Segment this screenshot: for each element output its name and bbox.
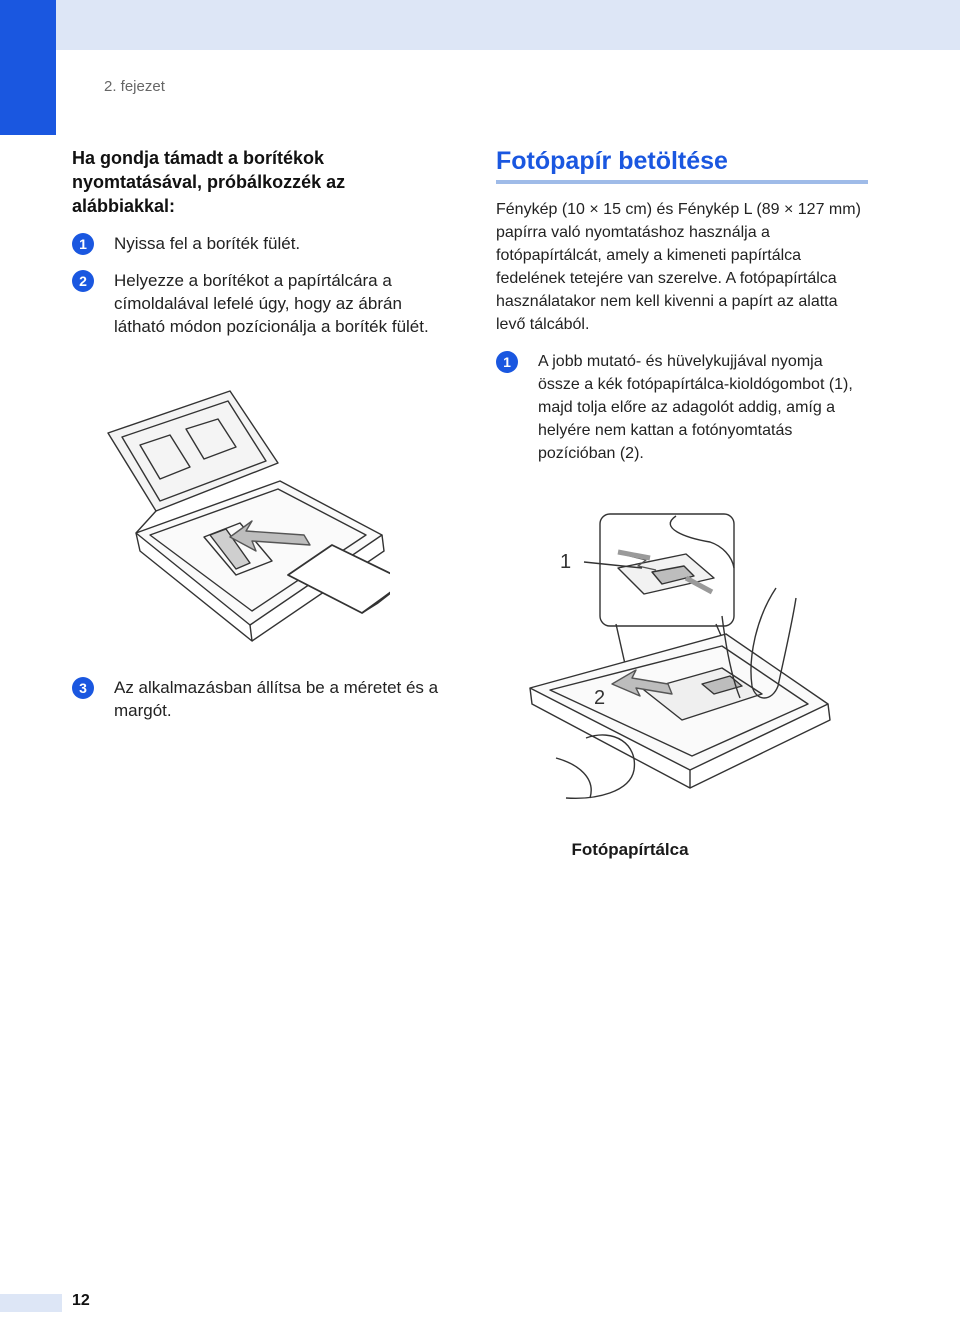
step-text: Nyissa fel a boríték fülét. bbox=[114, 234, 301, 253]
step-number-badge: 2 bbox=[72, 270, 94, 292]
step-item bbox=[72, 269, 442, 338]
callout-label-2: 2 bbox=[594, 687, 606, 709]
step-item bbox=[72, 232, 442, 255]
chapter-tab bbox=[0, 0, 56, 135]
step-number-badge: 1 bbox=[72, 233, 94, 255]
photo-tray-illustration bbox=[526, 508, 836, 808]
figure-caption: Fotópapírtálca bbox=[571, 840, 689, 859]
chapter-label: 2. fejezet bbox=[104, 78, 165, 95]
step-item bbox=[496, 350, 868, 465]
header-band bbox=[0, 0, 960, 50]
footer-strip bbox=[0, 1294, 62, 1312]
section-title: Fotópapír betöltése bbox=[496, 147, 728, 175]
intro-paragraph: Fénykép (10 × 15 cm) és Fénykép L (89 × 127 mm) papírra való nyomtatáshoz használja a fotópapírtálcát, amely a kimeneti papírtálca fedelének tetejére van szerelve. A fotópapírtálca használatakor nem kell kivenni a papírt az alatta levő tálcából. bbox=[496, 201, 861, 333]
step-number-badge: 3 bbox=[72, 677, 94, 699]
step-number-badge: 1 bbox=[496, 351, 518, 373]
step-text: Helyezze a borítékot a papírtálcára a címoldalával lefelé úgy, hogy az ábrán látható módon pozícionálja a boríték fülét. bbox=[114, 271, 429, 336]
step-text: Az alkalmazásban állítsa be a méretet és a margót. bbox=[114, 678, 439, 720]
step-text: A jobb mutató- és hüvelykujjával nyomja össze a kék fotópapírtálca-kioldógombot (1), majd tolja előre az adagolót addig, amíg a helyére nem kattan a fotónyomtatás pozícióban (2). bbox=[538, 353, 853, 462]
section-rule bbox=[496, 180, 868, 184]
envelope-tray-illustration bbox=[100, 385, 390, 645]
page-number: 12 bbox=[72, 1292, 90, 1309]
envelope-tips bbox=[72, 146, 442, 352]
callout-label-1: 1 bbox=[560, 551, 572, 573]
photo-paper-section bbox=[496, 146, 868, 465]
tips-heading: Ha gondja támadt a borítékok nyomtatásával, próbálkozzék az alábbiakkal: bbox=[72, 148, 346, 216]
step-item bbox=[72, 676, 442, 736]
